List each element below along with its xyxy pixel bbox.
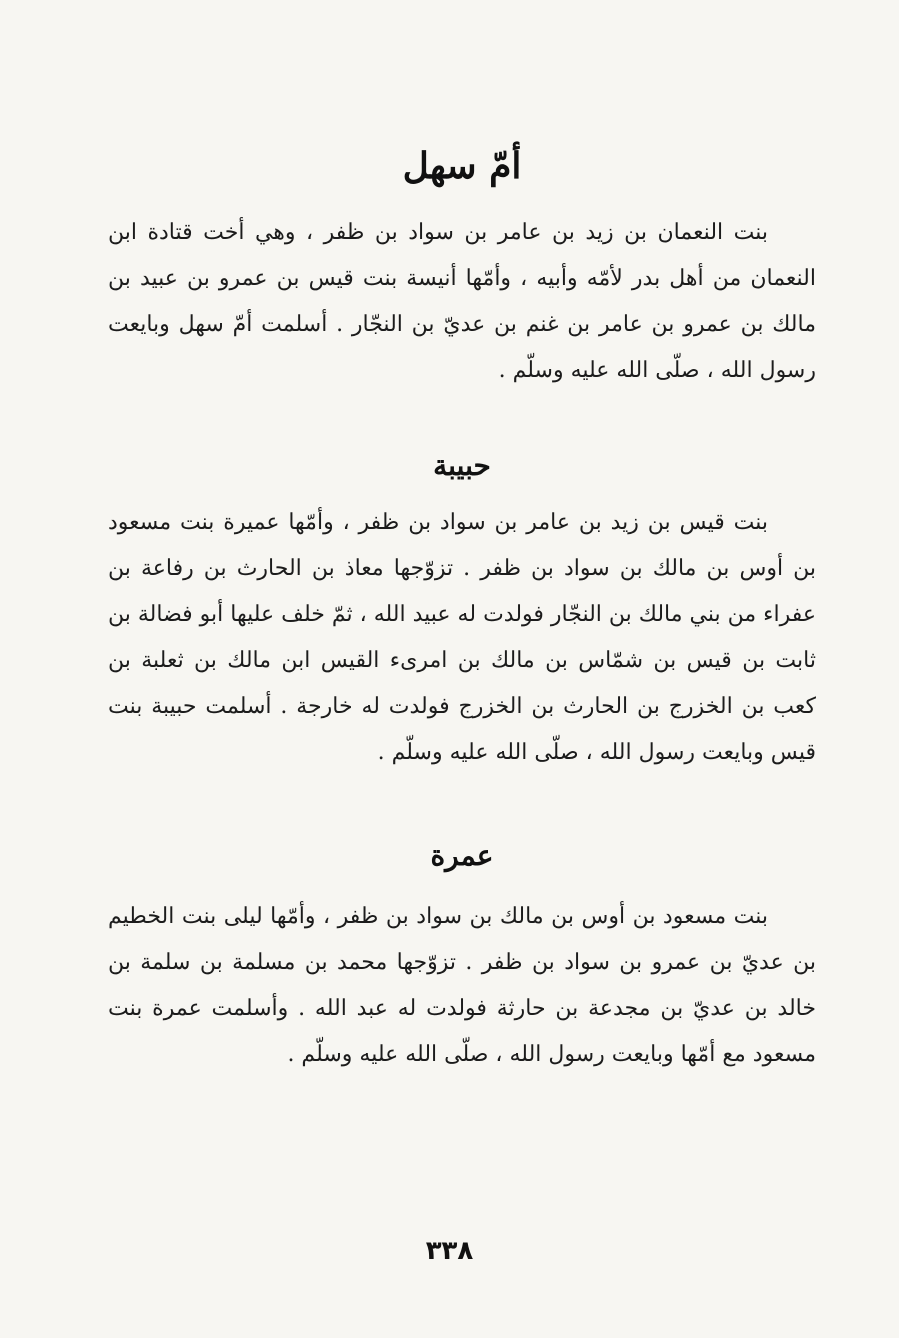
section-title-habiba: حبيبة: [433, 449, 491, 482]
section-body-amra: [108, 894, 816, 1078]
section-body-text: بنت النعمان بن زيد بن عامر بن سواد بن ظفر ، وهي أخت قتادة ابن النعمان من أهل بدر لأمّه وأبيه ، وأمّها أنيسة بنت قيس بن عمرو بن عبيد بن مالك بن عمرو بن عامر بن غنم بن عديّ بن النجّار . أسلمت أمّ سهل وبايعت رسول الله ، صلّى الله عليه وسلّم .: [108, 220, 816, 383]
page-number: ٣٣٨: [425, 1236, 474, 1266]
section-body-text: بنت قيس بن زيد بن عامر بن سواد بن ظفر ، وأمّها عميرة بنت مسعود بن أوس بن مالك بن سواد بن ظفر . تزوّجها معاذ بن الحارث بن رفاعة بن عفراء من بني مالك بن النجّار فولدت له عبيد الله ، ثمّ خلف عليها أبو فضالة بن ثابت بن قيس بن شمّاس بن مالك بن امرىء القيس ابن مالك بن ثعلبة بن كعب بن الخزرج بن الحارث بن الخزرج فولدت له خارجة . أسلمت حبيبة بنت قيس وبايعت رسول الله ، صلّى الله عليه وسلّم .: [108, 510, 816, 765]
section-title-amra: عمرة: [430, 839, 494, 872]
section-body-umm-sahl: [108, 210, 816, 394]
section-title-umm-sahl: أمّ سهل: [402, 145, 522, 187]
page-content: [108, 130, 816, 1078]
section-body-text: بنت مسعود بن أوس بن مالك بن سواد بن ظفر ، وأمّها ليلى بنت الخطيم بن عديّ بن عمرو بن سواد بن ظفر . تزوّجها محمد بن مسلمة بن سلمة بن خالد بن عديّ بن مجدعة بن حارثة فولدت له عبد الله . وأسلمت عمرة بنت مسعود مع أمّها وبايعت رسول الله ، صلّى الله عليه وسلّم .: [108, 904, 816, 1067]
section-body-habiba: [108, 500, 816, 776]
